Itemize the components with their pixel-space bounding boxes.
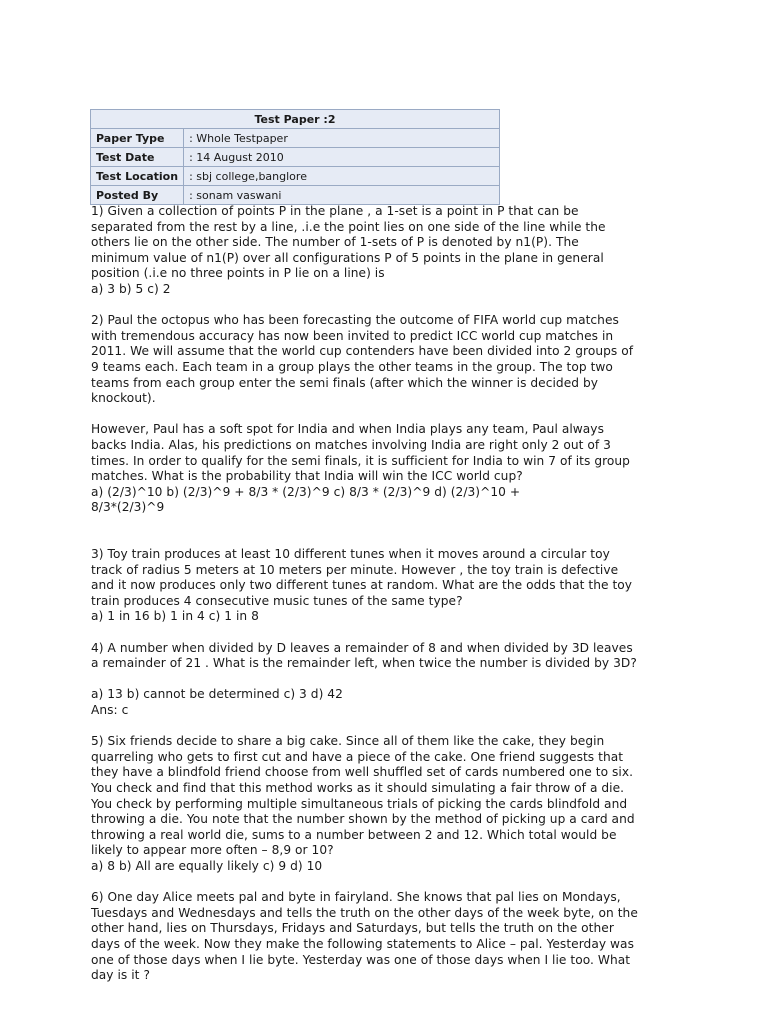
question-3: 3) Toy train produces at least 10 different tunes when it moves around a circular toy track of radius 5 meters at 10 meters per minute. However , the toy train is defective and it now produces only two different tunes at random. What are the odds that the toy train produces 4 consecutive music tunes of the same type? a) 1 in 16 b) 1 in 4 c) 1 in 8 (91, 547, 681, 625)
test-date-value: : 14 August 2010 (184, 148, 500, 167)
posted-by-value: : sonam vaswani (184, 186, 500, 205)
question-1-options: a) 3 b) 5 c) 2 (91, 281, 171, 296)
question-4-options: a) 13 b) cannot be determined c) 3 d) 42 Ans: c (91, 687, 681, 718)
question-5-options: a) 8 b) All are equally likely c) 9 d) 10 (91, 858, 323, 873)
question-2-intro: 2) Paul the octopus who has been forecasting the outcome of FIFA world cup matches with tremendous accuracy has now been invited to predict ICC world cup matches in 2011. We will assume that the world cup contenders have been divided into 2 groups of 9 teams each. Each team in a group plays the other teams in the group. The top two teams from each group enter the semi finals (after which the winner is decided by knockout). (91, 313, 634, 406)
question-5: 5) Six friends decide to share a big cake. Since all of them like the cake, they begin quarreling who gets to first cut and have a piece of the cake. One friend suggests that they have a blindfold friend choose from well shuffled set of cards numbered one to six. You check and find that this method works as it should simulating a fair throw of a die. You check by performing multiple simultaneous trials of picking the cards blindfold and throwing a die. You note that the number shown by the method of picking up a card and throwing a real world die, sums to a number between 2 and 12. Which total would be likely to appear more often – 8,9 or 10? a) 8 b) All are equally likely c) 9 d) 10 (91, 734, 681, 874)
table-row (91, 148, 500, 167)
table-header-row (91, 110, 500, 129)
question-6: 6) One day Alice meets pal and byte in fairyland. She knows that pal lies on Mondays, Tuesdays and Wednesdays and tells the truth on the other days of the week byte, on the other hand, lies on Thursdays, Fridays and Saturdays, but tells the truth on the other days of the week. Now they make the following statements to Alice – pal. Yesterday was one of those days when I lie byte. Yesterday was one of those days when I lie too. What day is it ? (91, 890, 638, 983)
table-row (91, 167, 500, 186)
question-1: 1) Given a collection of points P in the plane , a 1-set is a point in P that can be separated from the rest by a line, .i.e the point lies on one side of the line while the others lie on the other side. The number of 1-sets of P is denoted by n1(P). The minimum value of n1(P) over all configurations P of 5 points in the plane in general position (.i.e no three points in P lie on a line) is a) 3 b) 5 c) 2 (91, 204, 681, 298)
table-row (91, 129, 500, 148)
question-3-options: a) 1 in 16 b) 1 in 4 c) 1 in 8 (91, 609, 259, 624)
test-location-value: : sbj college,banglore (184, 167, 500, 186)
test-info-table (90, 109, 500, 205)
questions-body (91, 204, 681, 999)
test-location-label: Test Location (91, 167, 184, 186)
test-date-label: Test Date (91, 148, 184, 167)
posted-by-label: Posted By (91, 186, 184, 205)
table-row (91, 186, 500, 205)
question-4: 4) A number when divided by D leaves a remainder of 8 and when divided by 3D leaves a remainder of 21 . What is the remainder left, when twice the number is divided by 3D? (91, 640, 637, 671)
paper-type-value: : Whole Testpaper (184, 129, 500, 148)
spacer (91, 531, 681, 547)
question-4-answer: Ans: c (91, 703, 129, 717)
test-paper-title: Test Paper :2 (91, 110, 500, 129)
question-2-options: a) (2/3)^10 b) (2/3)^9 + 8/3 * (2/3)^9 c) 8/3 * (2/3)^9 d) (2/3)^10 + (91, 484, 521, 499)
question-2-body: However, Paul has a soft spot for India and when India plays any team, Paul always backs India. Alas, his predictions on matches involving India are right only 2 out of 3 times. In order to qualify for the semi finals, it is sufficient for India to win 7 of its group matches. What is the probability that India will win the ICC world cup? a) (2/3)^10 b) (2/3)^9 + 8/3 * (2/3)^9 c) 8/3 * (2/3)^9 d) (2/3)^10 + 8/3*(2/3)^9 (91, 422, 681, 516)
paper-type-label: Paper Type (91, 129, 184, 148)
